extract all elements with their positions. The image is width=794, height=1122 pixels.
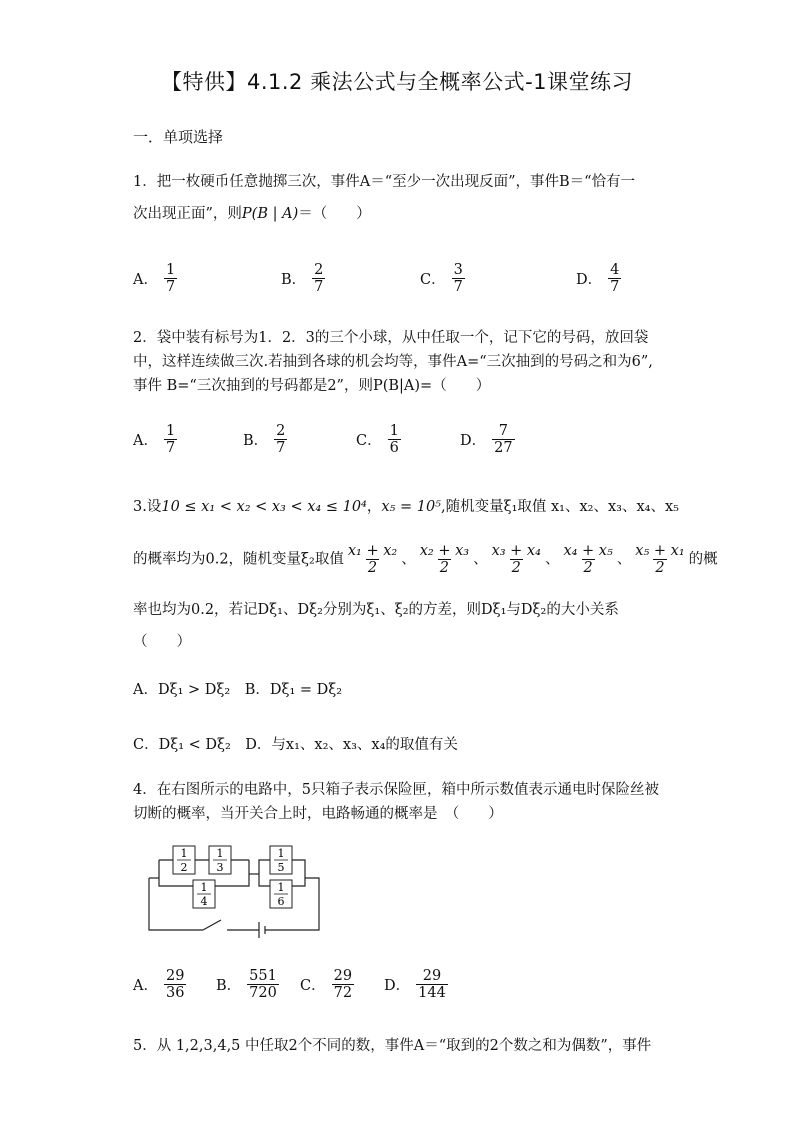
q5-line1: 5．从 1,2,3,4,5 中任取2个不同的数，事件A＝“取到的2个数之和为偶数”，事件	[133, 1038, 652, 1054]
q2-option-b[interactable]: B． $\frac{2}{7}$	[243, 423, 286, 456]
q1-line2-post: ＝（ ）	[298, 206, 371, 222]
q1-line2	[133, 204, 371, 224]
q3-line1: 3.设10 ≤ x₁ < x₂ < x₃ < x₄ ≤ 10⁴，x₅ = 10⁵,随机变量ξ₁取值 x₁、x₂、x₃、x₄、x₅	[133, 499, 679, 515]
q2-line1: 2．袋中装有标号为1．2．3的三个小球，从中任取一个，记下它的号码，放回袋	[133, 330, 649, 346]
q3-options-cd[interactable]: C．Dξ₁ < Dξ₂ D．与x₁、x₂、x₃、x₄的取值有关	[133, 737, 458, 753]
q4-option-b[interactable]: B． $\frac{551}{720}$	[216, 968, 277, 1001]
fuse-box-4-den: 5	[277, 861, 285, 874]
q1-option-a[interactable]: A． $\frac{1}{7}$	[133, 262, 176, 295]
fuse-box-5	[270, 880, 292, 908]
switch	[203, 920, 221, 930]
q4-option-a[interactable]: A． $\frac{29}{36}$	[133, 968, 185, 1001]
q3-condition-2: x₅ = 10⁵	[381, 499, 441, 515]
q4-option-d[interactable]: D． $\frac{29}{144}$	[384, 968, 446, 1001]
q3-condition: 10 ≤ x₁ < x₂ < x₃ < x₄ ≤ 10⁴	[161, 499, 367, 515]
fuse-box-1	[173, 846, 195, 874]
fuse-box-4-num: 1	[277, 847, 285, 860]
fuse-box-2-num: 1	[216, 847, 224, 860]
fuse-box-3-num: 1	[200, 881, 208, 894]
q1-option-d[interactable]: D． $\frac{4}{7}$	[576, 262, 620, 295]
q1-line2-pre: 次出现正面”，则	[133, 206, 242, 222]
q4-line1: 4．在右图所示的电路中，5只箱子表示保险匣，箱中所示数值表示通电时保险丝被	[133, 782, 659, 798]
q3-line2: 的概率均为0.2，随机变量ξ₂取值 $\frac{\text{x₁ + x₂}}{2}$ 、 $\frac{\text{x₂ + x₃}}{2}$ 、 $\frac{\text{x₃ + x₄}}{2}$ 、 $\frac{\text{x₄ + x₅}}{2}$ 、 $\frac{\text{x₅ + x₁}}{2}$ 的概	[133, 543, 718, 576]
q4-line2: 切断的概率，当开关合上时，电路畅通的概率是 （ ）	[133, 806, 503, 822]
q2-line3: 事件 B=“三次抽到的号码都是2”，则P(B|A)=（ ）	[133, 378, 491, 394]
fuse-box-1-num: 1	[180, 847, 188, 860]
q2-option-a[interactable]: A． $\frac{1}{7}$	[133, 423, 176, 456]
q3-line4: （ ）	[133, 634, 191, 650]
fuse-box-5-num: 1	[277, 881, 285, 894]
circuit-diagram	[143, 842, 328, 942]
fuse-box-2-den: 3	[216, 861, 224, 874]
q2-option-c[interactable]: C． $\frac{1}{6}$	[356, 423, 399, 456]
q3-line3: 率也均为0.2，若记Dξ₁、Dξ₂分别为ξ₁、ξ₂的方差，则Dξ₁与Dξ₂的大小关系	[133, 602, 619, 618]
q1-option-b[interactable]: B． $\frac{2}{7}$	[281, 262, 324, 295]
page-title: 【特供】4.1.2 乘法公式与全概率公式-1课堂练习	[160, 70, 634, 94]
q1-line1: 1．把一枚硬币任意抛掷三次，事件A＝“至少一次出现反面”，事件B＝“恰有一	[133, 174, 636, 190]
q2-line2: 中，这样连续做三次.若抽到各球的机会均等，事件A=“三次抽到的号码之和为6”,	[133, 354, 653, 370]
q2-option-d[interactable]: D． $\frac{7}{27}$	[460, 423, 513, 456]
section-heading: 一．单项选择	[133, 128, 224, 146]
fuse-box-2	[209, 846, 231, 874]
q3-options-ab[interactable]: A．Dξ₁ > Dξ₂ B．Dξ₁ = Dξ₂	[133, 682, 343, 698]
q1-option-c[interactable]: C． $\frac{3}{7}$	[420, 262, 463, 295]
q1-expr: P(B | A)	[241, 206, 299, 222]
fuse-box-4	[270, 846, 292, 874]
fuse-box-5-den: 6	[277, 895, 285, 908]
fuse-box-1-den: 2	[180, 861, 188, 874]
fuse-box-3	[193, 880, 215, 908]
q4-option-c[interactable]: C． $\frac{29}{72}$	[300, 968, 353, 1001]
fuse-box-3-den: 4	[200, 895, 208, 908]
